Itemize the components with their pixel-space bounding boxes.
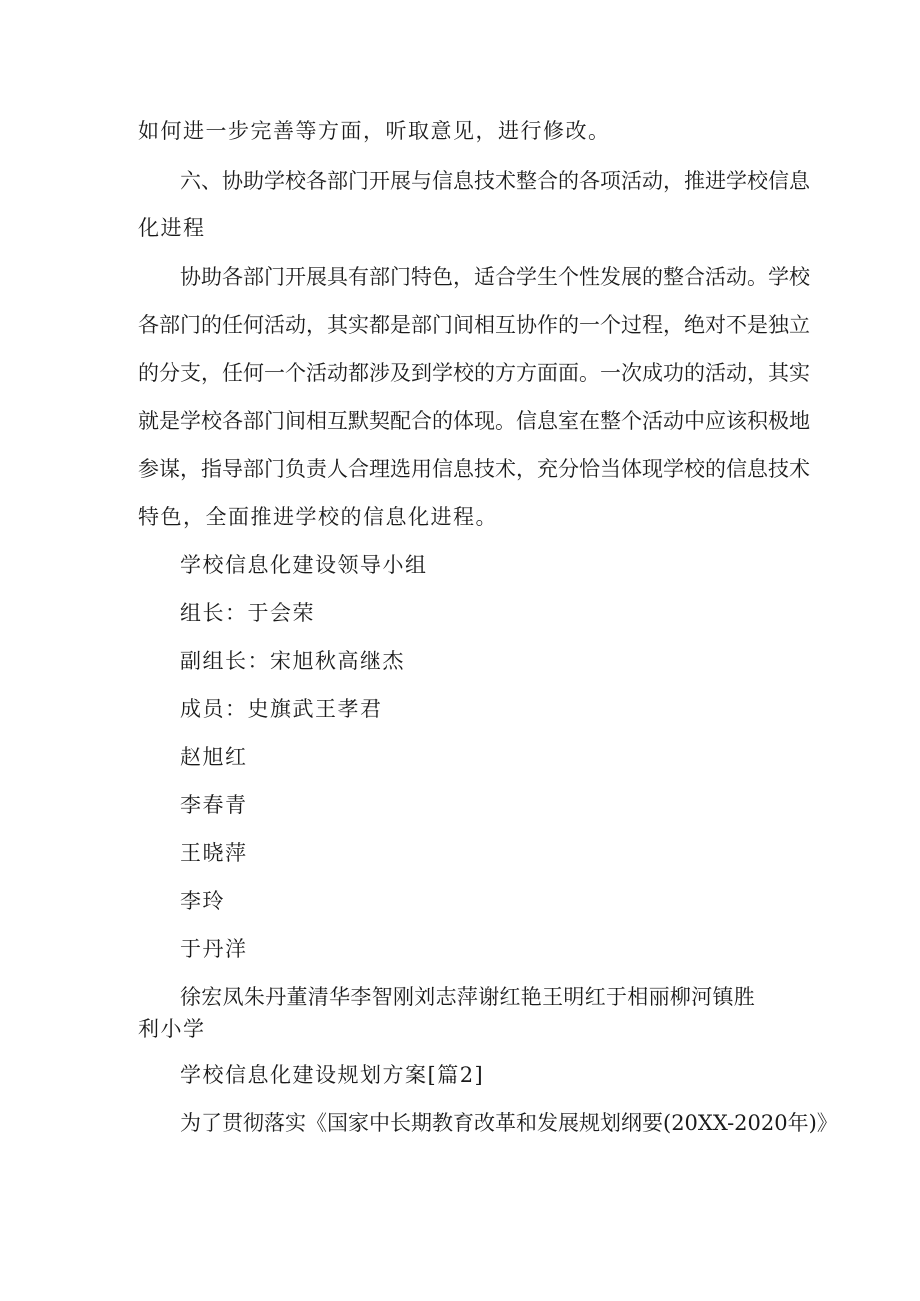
text-line: 如何进一步完善等方面，听取意见，进行修改。 [138, 119, 611, 143]
group-leader: 组长：于会荣 [180, 601, 315, 625]
paragraph-line: 为了贯彻落实《国家中长期教育改革和发展规划纲要(20XX-2020年)》 [180, 1111, 838, 1135]
section-heading: 六、协助学校各部门开展与信息技术整合的各项活动，推进学校信息 [180, 169, 810, 193]
member-list: 徐宏凤朱丹董清华李智刚刘志萍谢红艳王明红于相丽柳河镇胜 [180, 985, 756, 1009]
section-title: 学校信息化建设规划方案[篇2] [180, 1063, 485, 1087]
member-name: 李玲 [180, 889, 225, 913]
paragraph-line: 协助各部门开展具有部门特色，适合学生个性发展的整合活动。学校 [180, 265, 810, 289]
group-members: 成员：史旗武王孝君 [180, 697, 383, 721]
member-name: 于丹洋 [180, 937, 248, 961]
paragraph-line: 各部门的任何活动，其实都是部门间相互协作的一个过程，绝对不是独立 [138, 313, 810, 337]
group-deputy-leader: 副组长：宋旭秋高继杰 [180, 649, 405, 673]
member-name: 王晓萍 [180, 841, 248, 865]
member-name: 赵旭红 [180, 745, 248, 769]
group-title: 学校信息化建设领导小组 [180, 553, 428, 577]
paragraph-line: 参谋，指导部门负责人合理选用信息技术，充分恰当体现学校的信息技术 [138, 457, 810, 481]
school-name: 利小学 [138, 1017, 206, 1041]
paragraph-line: 就是学校各部门间相互默契配合的体现。信息室在整个活动中应该积极地 [138, 409, 810, 433]
paragraph-line: 特色，全面推进学校的信息化进程。 [138, 505, 498, 529]
paragraph-line: 的分支，任何一个活动都涉及到学校的方方面面。一次成功的活动，其实 [138, 361, 810, 385]
member-name: 李春青 [180, 793, 248, 817]
section-heading-continued: 化进程 [138, 216, 206, 240]
